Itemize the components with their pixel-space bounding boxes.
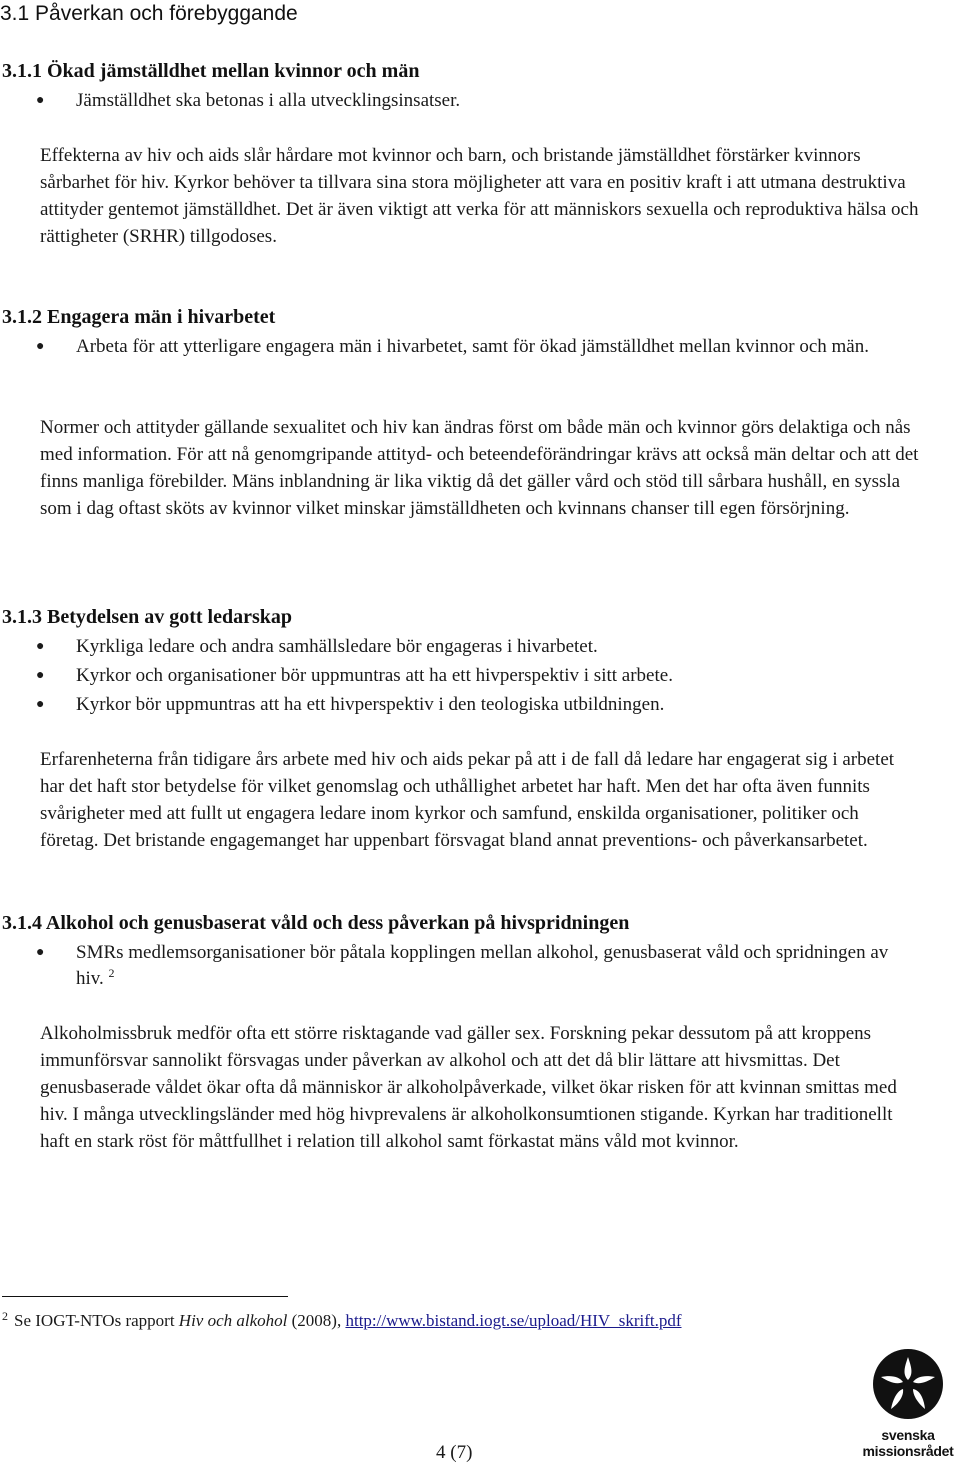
- subsection-heading-3-1-3: 3.1.3 Betydelsen av gott ledarskap: [2, 606, 292, 628]
- section-heading: 3.1 Påverkan och förebyggande: [0, 2, 298, 25]
- list-item-text: Kyrkliga ledare och andra samhällsledare bör engageras i hivarbetet.: [76, 636, 598, 657]
- list-item-text: SMRs medlemsorganisationer bör påtala kopplingen mellan alkohol, genusbaserat våld och spridningen av hiv.: [76, 942, 889, 989]
- bullet-icon: ●: [36, 668, 45, 683]
- footnote-divider: [2, 1296, 288, 1297]
- subsection-heading-3-1-4: 3.1.4 Alkohol och genusbaserat våld och dess påverkan på hivspridningen: [2, 912, 630, 934]
- dove-star-icon: [872, 1348, 944, 1420]
- logo-text-line2: missionsrådet: [862, 1443, 954, 1459]
- bullet-list-3-1-4: [36, 940, 900, 995]
- bullet-icon: ●: [36, 339, 45, 354]
- paragraph: Alkoholmissbruk medför ofta ett större risktagande vad gäller sex. Forskning pekar dessutom på att kroppens immunförsvar sannolikt försvagas under påverkan av alkohol och att det då blir lättare att hivsmittas. Det genusbaserade våldet ökar ofta då människor är alkoholpåverkade, vilket ökar risken för att kvinnan smittas med hiv. I många utvecklingsländer med hög hivprevalens är alkoholkonsumtionen stigande. Kyrkan har traditionellt haft en stark röst för måttfullhet i relation till alkohol samt förkastat mäns våld mot kvinnor.: [40, 1023, 897, 1152]
- footnote-report-title: Hiv och alkohol: [178, 1311, 288, 1330]
- subsection-heading-3-1-1: 3.1.1 Ökad jämställdhet mellan kvinnor och män: [2, 60, 420, 82]
- list-item-text: Arbeta för att ytterligare engagera män i hivarbetet, samt för ökad jämställdhet mellan kvinnor och män.: [76, 336, 869, 357]
- bullet-icon: ●: [36, 639, 45, 654]
- list-item: [36, 88, 900, 114]
- footnote-year: (2008),: [291, 1311, 342, 1330]
- svenska-missionsradet-logo: [862, 1348, 952, 1466]
- footnote-link[interactable]: http://www.bistand.iogt.se/upload/HIV_skrift.pdf: [345, 1311, 682, 1330]
- bullet-icon: ●: [36, 945, 45, 960]
- paragraph: Erfarenheterna från tidigare års arbete med hiv och aids pekar på att i de fall då ledare har engagerat sig i arbetet har det haft stor betydelse för vilket genomslag och uthållighet arbetet har haft. Men det har ofta även funnits svårigheter med att fullt ut engagera ledare inom kyrkor och samfund, enskilda organisationer, politiker och företag. Det bristande engagemanget har uppenbart försvagat bland annat preventions- och påverkansarbetet.: [40, 749, 895, 851]
- list-item: [36, 634, 900, 660]
- paragraph: Normer och attityder gällande sexualitet och hiv kan ändras först om både män och kvinnor görs delaktiga och nås med information. För att nå genomgripande attityd- och beteendeförändringar krävs att också män deltar och att det finns manliga förebilder. Mäns inblandning är lika viktig då det gäller vård och stöd till sårbara hushåll, en syssla som i dag oftast sköts av kvinnor vilket minskar jämställdheten och kvinnans chanser till egen försörjning.: [40, 417, 919, 519]
- bullet-list-3-1-1: [36, 88, 900, 117]
- list-item: [36, 334, 900, 360]
- list-item: [36, 663, 900, 689]
- bullet-list-3-1-3: [36, 634, 900, 721]
- footnote-text: Se IOGT-NTOs rapport: [14, 1311, 175, 1330]
- bullet-list-3-1-2: [36, 334, 900, 363]
- page-number: 4 (7): [436, 1442, 473, 1463]
- footnote-reference[interactable]: 2: [108, 966, 115, 980]
- paragraph: Effekterna av hiv och aids slår hårdare mot kvinnor och barn, och bristande jämställdhet förstärker kvinnors sårbarhet för hiv. Kyrkor behöver ta tillvara sina stora möjligheter att vara en positiv kraft i att utmana destruktiva attityder gentemot jämställdhet. Det är även viktigt att verka för att människors sexuella och reproduktiva hälsa och rättigheter (SRHR) tillgodoses.: [40, 145, 919, 247]
- list-item-text: Kyrkor och organisationer bör uppmuntras att ha ett hivperspektiv i sitt arbete.: [76, 665, 673, 686]
- logo-text-line1: svenska: [881, 1427, 935, 1443]
- bullet-icon: ●: [36, 93, 45, 108]
- bullet-icon: ●: [36, 697, 45, 712]
- footnote-number: 2: [2, 1309, 8, 1323]
- list-item-text: Kyrkor bör uppmuntras att ha ett hivperspektiv i den teologiska utbildningen.: [76, 694, 665, 715]
- list-item: [36, 940, 900, 992]
- list-item: [36, 692, 900, 718]
- subsection-heading-3-1-2: 3.1.2 Engagera män i hivarbetet: [2, 306, 276, 328]
- list-item-text: Jämställdhet ska betonas i alla utvecklingsinsatser.: [76, 90, 461, 111]
- footnote: [2, 1310, 682, 1332]
